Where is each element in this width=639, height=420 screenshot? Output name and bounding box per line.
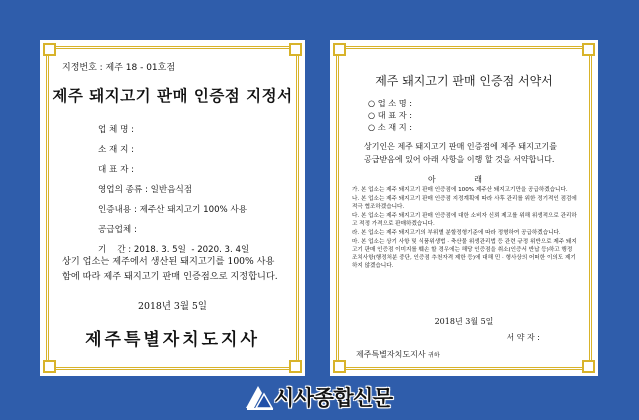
addressee-governor: 제주특별자치도지사 <box>356 350 426 359</box>
pledge-addressee <box>356 349 440 360</box>
pledge-document <box>330 40 598 376</box>
corner-ornament <box>289 43 302 56</box>
addressee-honorific: 귀하 <box>428 352 440 359</box>
governor-signature: 제주특별자치도지사 <box>85 330 260 350</box>
corner-ornament <box>43 360 56 373</box>
certificate-body <box>62 254 285 284</box>
pledge-item: 라. 본 업소는 제주 돼지고기의 부위별 분할정형기준에 따라 정형하여 공급하겠습니다. <box>352 230 561 236</box>
certificate-fields <box>98 120 249 260</box>
field-representative: ○ 대 표 자 : <box>368 110 413 120</box>
pledge-item: 가. 본 업소는 제주 돼지고기 판매 인증점에 100% 제주산 돼지고기만을 공급하겠습니다. <box>352 187 568 193</box>
newspaper-watermark <box>244 380 393 414</box>
pledger-label: 서 약 자 : <box>506 333 540 342</box>
corner-ornament <box>333 360 346 373</box>
field-business-name: ○ 업 소 명 : <box>368 98 413 108</box>
field-address: ○ 소 재 지 : <box>368 122 413 132</box>
pledge-intro <box>364 140 570 166</box>
field-business-type: 영업의 종류 : 일반음식점 <box>98 185 193 195</box>
corner-ornament <box>333 43 346 56</box>
pledge-item: 마. 본 업소는 상기 사항 및 식품위생법 · 축산물 위생관리법 등 관련 규정 위반으로 제주 돼지고기 판매 인증점 이미지를 훼손 할 경우에는 해당 인증점을 취소(인증서 반납 등)하고 행정 조치사항(행정처분 중단, 인증점 추천자격 제한 등)에 대해 민 · 형사상의 어떠한 이의도 제기하지 않겠습니다. <box>352 239 577 269</box>
intro-line: 공급받음에 있어 아래 사항을 이행 할 것을 서약합니다. <box>364 155 555 164</box>
field-business-name: 업 체 명 : <box>98 125 134 135</box>
field-supplier: 공급업체 : <box>98 225 137 235</box>
newspaper-name: 시사종합신문 <box>274 386 393 410</box>
newspaper-logo-icon <box>244 382 274 412</box>
corner-ornament <box>43 43 56 56</box>
pledge-heading: 아 래 <box>428 175 500 184</box>
field-representative: 대 표 자 : <box>98 165 134 175</box>
pledge-item: 다. 본 업소는 제주 돼지고기 판매 인증점에 대한 소비자 신뢰 제고를 위해 위생적으로 관리하고 적정 가격으로 판매하겠습니다. <box>352 213 577 227</box>
designation-certificate <box>40 40 305 376</box>
field-address: 소 재 지 : <box>98 145 134 155</box>
intro-line: 상기인은 제주 돼지고기 판매 인증점에 제주 돼지고기를 <box>364 142 557 151</box>
pledge-fields <box>368 97 412 133</box>
corner-ornament <box>582 43 595 56</box>
field-certification-content: 인증내용 : 제주산 돼지고기 100% 사용 <box>98 205 248 215</box>
pledge-title: 제주 돼지고기 판매 인증점 서약서 <box>375 74 553 88</box>
pledge-items <box>352 186 578 271</box>
corner-ornament <box>582 360 595 373</box>
certificate-date: 2018년 3월 5일 <box>138 301 207 312</box>
pledge-date: 2018년 3월 5일 <box>434 317 494 326</box>
certificate-title: 제주 돼지고기 판매 인증점 지정서 <box>52 87 293 105</box>
body-line: 상기 업소는 제주에서 생산된 돼지고기를 100% 사용 <box>62 256 275 267</box>
field-period: 기 간 : 2018. 3. 5일 - 2020. 3. 4일 <box>98 245 250 255</box>
body-line: 함에 따라 제주 돼지고기 판매 인증점으로 지정합니다. <box>62 271 278 282</box>
corner-ornament <box>289 360 302 373</box>
certificate-number: 지정번호 : 제주 18 - 01호점 <box>62 63 176 73</box>
pledge-item: 나. 본 업소는 제주 돼지고기 판매 인증점 지정계획에 따라 사후 관리를 위한 정기적인 점검에 적극 협조하겠습니다. <box>352 196 577 210</box>
